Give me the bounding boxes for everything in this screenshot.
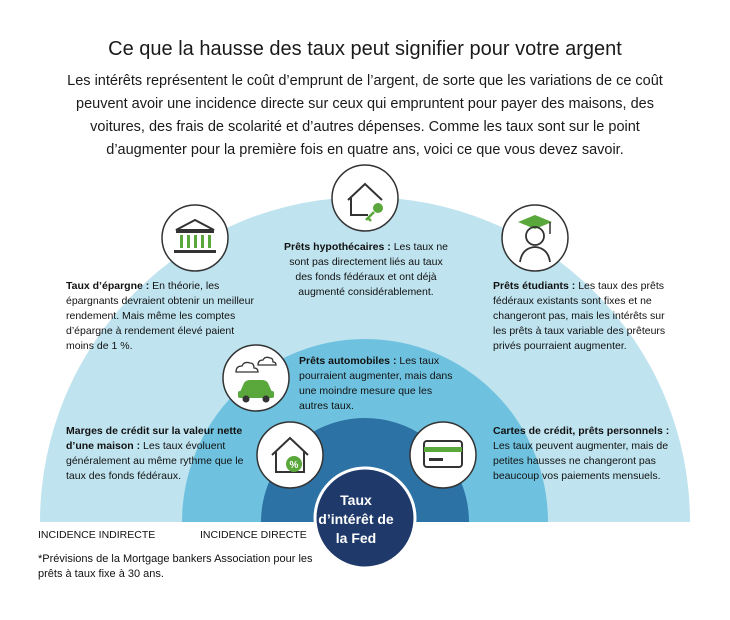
center-label: Taux d’intérêt de la Fed: [318, 492, 394, 546]
heloc-body: Les taux évoluent généralement au même rythme que le taux des fonds fédéraux.: [66, 440, 244, 482]
auto-heading: Prêts automobiles :: [299, 355, 397, 367]
mortgage-body: Les taux ne sont pas directement liés au taux des fonds fédéraux et ont déjà augmenté considérablement.: [289, 241, 448, 298]
bank-icon: [162, 205, 228, 271]
cards-body: Les taux peuvent augmenter, mais de petites hausses ne changeront pas beaucoup vos paiements mensuels.: [493, 440, 669, 482]
savings-text: [66, 279, 256, 354]
intro-paragraph: Les intérêts représentent le coût d’emprunt de l’argent, de sorte que les variations de ce coût peuvent avoir une incidence directe sur ceux qui empruntent pour payer des maisons, des voitures, des frais de scolarité et d’autres dépenses. Comme les taux sont sur le point d’augmenter pour la première fois en quatre ans, voici ce que vous devez savoir.: [67, 73, 663, 158]
student-text: [493, 279, 673, 354]
svg-text:%: %: [289, 460, 299, 471]
page-title: Ce que la hausse des taux peut signifier pour votre argent: [108, 38, 622, 60]
heloc-text: [66, 424, 256, 484]
house-percent-icon: [257, 422, 323, 488]
house-key-icon: [332, 165, 398, 231]
car-icon: [223, 345, 289, 411]
footnote: *Prévisions de la Mortgage bankers Association pour les prêts à taux fixe à 30 ans.: [38, 553, 313, 580]
cards-heading: Cartes de crédit, prêts personnels :: [493, 425, 670, 437]
graduate-icon: [502, 205, 568, 271]
auto-body: Les taux pourraient augmenter, mais dans une moindre mesure que les autres taux.: [299, 355, 453, 412]
student-heading: Prêts étudiants :: [493, 280, 576, 292]
cards-text: [493, 424, 678, 484]
savings-heading: Taux d’épargne :: [66, 280, 150, 292]
mortgage-heading: Prêts hypothécaires :: [283, 241, 391, 253]
legend-direct: INCIDENCE DIRECTE: [200, 529, 307, 541]
auto-text: [299, 354, 459, 414]
student-body: Les taux des prêts fédéraux existants sont fixes et ne changeront pas, mais les intérêts sur les prêts à taux variable des prêteurs privés pourraient augmenter.: [493, 280, 666, 352]
legend-indirect: INCIDENCE INDIRECTE: [38, 529, 156, 541]
heloc-heading: Marges de crédit sur la valeur nette d’une maison :: [66, 425, 243, 452]
savings-body: En théorie, les épargnants devraient obtenir un meilleur rendement. Mais même les comptes d’épargne à rendement élevé paient moins de 1 %.: [66, 280, 254, 352]
credit-card-icon: [410, 422, 476, 488]
mortgage-text: [283, 240, 449, 300]
